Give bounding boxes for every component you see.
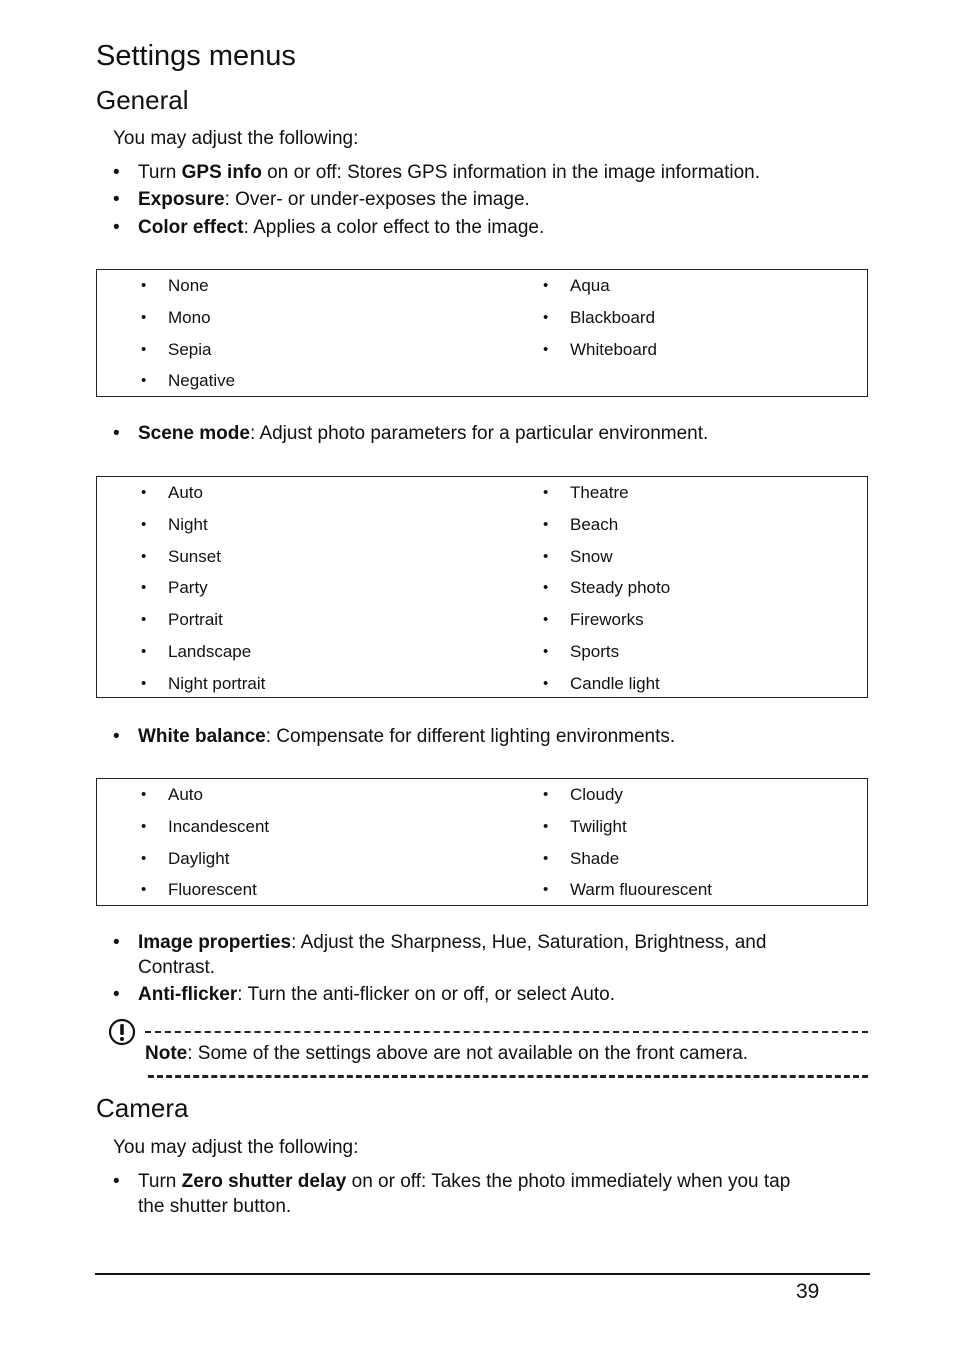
bullet-description: on or off: Stores GPS information in the image information. [261, 162, 760, 183]
bullet-term: Zero shutter delay [181, 1171, 347, 1192]
option-list-item [499, 811, 712, 843]
bullet-prefix: Turn [138, 162, 182, 183]
bullet-marker: • [113, 162, 120, 183]
bullet-marker: • [543, 881, 549, 899]
option-list-item [97, 509, 265, 541]
option-list-item [499, 270, 657, 302]
camera-intro: You may adjust the following: [113, 1137, 359, 1158]
option-list-item [97, 334, 235, 366]
option-label: Negative [168, 371, 236, 391]
general-intro: You may adjust the following: [113, 128, 359, 149]
bullet-marker: • [141, 308, 147, 326]
note-label: Note [145, 1043, 188, 1064]
color-effect-left-list [97, 270, 235, 397]
option-list-item [97, 477, 265, 509]
bullet-marker: • [141, 579, 147, 597]
bullet-marker: • [141, 674, 147, 692]
bullet-marker: • [543, 308, 549, 326]
bullet-marker: • [141, 642, 147, 660]
page-title: Settings menus [96, 40, 296, 72]
note-text [145, 1041, 748, 1067]
option-label: Incandescent [168, 816, 270, 836]
option-list-item [499, 604, 670, 636]
option-list-item [499, 477, 670, 509]
section-heading-general: General [96, 85, 189, 115]
bullet-marker: • [141, 786, 147, 803]
option-label: Shade [570, 848, 620, 868]
bullet-term: Color effect [138, 217, 244, 238]
option-label: Theatre [570, 483, 629, 502]
option-list-item [499, 541, 670, 573]
bullet-marker: • [543, 277, 549, 294]
bullet-marker: • [113, 217, 120, 238]
bullet-zero-shutter-delay [113, 1169, 813, 1219]
option-label: Blackboard [570, 307, 656, 327]
option-list-item [499, 843, 712, 875]
option-list-item [499, 509, 670, 541]
color-effect-options-box [96, 269, 868, 397]
option-label: Portrait [168, 610, 223, 630]
bullet-marker: • [141, 484, 147, 501]
bullet-white-balance [113, 724, 833, 750]
option-list-item [499, 779, 712, 811]
bullet-marker: • [141, 372, 147, 390]
bullet-marker: • [141, 611, 147, 629]
scene-mode-left-list [97, 477, 265, 700]
note-bottom-divider [148, 1075, 868, 1078]
bullet-exposure [113, 187, 833, 213]
option-label: Sports [570, 641, 620, 661]
bullet-marker: • [113, 984, 120, 1005]
page-number: 39 [796, 1280, 820, 1303]
bullet-marker: • [113, 932, 120, 953]
bullet-marker: • [113, 726, 120, 747]
option-label: Night [168, 514, 208, 534]
option-label: Warm fluourescent [570, 880, 713, 900]
option-label: Aqua [570, 276, 610, 295]
bullet-description: : Applies a color effect to the image. [243, 217, 545, 238]
bullet-gps-info [113, 160, 833, 186]
bullet-marker: • [543, 484, 549, 501]
note-top-divider [145, 1031, 868, 1033]
option-label: Snow [570, 546, 613, 566]
option-list-item [499, 572, 670, 604]
bullet-marker: • [543, 515, 549, 533]
bullet-marker: • [113, 423, 120, 444]
bullet-description: : Adjust photo parameters for a particular environment. [249, 423, 709, 444]
option-label: Twilight [570, 816, 627, 836]
note-body: : Some of the settings above are not available on the front camera. [187, 1043, 749, 1064]
option-list-item [499, 636, 670, 668]
bullet-marker: • [543, 849, 549, 867]
bullet-marker: • [113, 189, 120, 210]
option-label: Night portrait [168, 673, 266, 693]
option-label: Sepia [168, 339, 212, 359]
bullet-term: Scene mode [138, 423, 250, 444]
option-list-item [97, 779, 269, 811]
option-label: Beach [570, 514, 619, 534]
option-label: Daylight [168, 848, 230, 868]
option-label: Auto [168, 483, 203, 502]
bullet-term: Anti-flicker [138, 984, 238, 1005]
bullet-marker: • [543, 786, 549, 803]
option-list-item [499, 668, 670, 700]
option-list-item [97, 270, 235, 302]
bullet-marker: • [141, 817, 147, 835]
bullet-marker: • [141, 547, 147, 565]
white-balance-options-box [96, 778, 868, 906]
bullet-description: on or off: Takes the photo immediately when you tap the shutter button. [138, 1171, 791, 1217]
option-list-item [97, 843, 269, 875]
option-list-item [97, 572, 265, 604]
bullet-marker: • [141, 340, 147, 358]
bullet-term: GPS info [181, 162, 262, 183]
bullet-marker: • [141, 881, 147, 899]
bullet-image-properties [113, 930, 813, 980]
white-balance-left-list [97, 779, 269, 906]
option-label: Cloudy [570, 785, 623, 804]
option-label: Auto [168, 785, 203, 804]
bullet-marker: • [543, 579, 549, 597]
bullet-color-effect [113, 215, 833, 241]
section-heading-camera: Camera [96, 1093, 189, 1123]
bullet-anti-flicker [113, 982, 833, 1008]
option-label: Candle light [570, 673, 660, 693]
option-label: Whiteboard [570, 339, 657, 359]
option-label: Fluorescent [168, 880, 257, 900]
option-label: Steady photo [570, 578, 671, 598]
footer-divider [95, 1273, 870, 1275]
exclamation-icon [108, 1018, 136, 1046]
option-label: Landscape [168, 641, 252, 661]
bullet-marker: • [543, 611, 549, 629]
option-list-item [97, 636, 265, 668]
scene-mode-right-list [499, 477, 670, 700]
bullet-marker: • [141, 849, 147, 867]
bullet-marker: • [543, 674, 549, 692]
option-list-item [97, 302, 235, 334]
option-list-item [97, 604, 265, 636]
option-label: Mono [168, 307, 211, 327]
option-label: Sunset [168, 546, 221, 566]
option-list-item [97, 541, 265, 573]
option-list-item [97, 811, 269, 843]
option-list-item [499, 874, 712, 906]
option-list-item [97, 365, 235, 397]
option-list-item [499, 302, 657, 334]
option-list-item [499, 334, 657, 366]
bullet-description: : Over- or under-exposes the image. [224, 189, 530, 210]
bullet-marker: • [113, 1171, 120, 1192]
bullet-marker: • [543, 817, 549, 835]
bullet-description: : Adjust the Sharpness, Hue, Saturation, Brightness, and Contrast. [138, 932, 767, 978]
bullet-marker: • [543, 340, 549, 358]
bullet-term: White balance [138, 726, 266, 747]
option-list-item [97, 874, 269, 906]
bullet-marker: • [543, 547, 549, 565]
scene-mode-options-box [96, 476, 868, 698]
option-label: None [168, 276, 209, 295]
color-effect-right-list [499, 270, 657, 365]
bullet-term: Image properties [138, 932, 292, 953]
bullet-prefix: Turn [138, 1171, 182, 1192]
option-list-item [97, 668, 265, 700]
bullet-description: : Compensate for different lighting environments. [265, 726, 676, 747]
bullet-term: Exposure [138, 189, 225, 210]
white-balance-right-list [499, 779, 712, 906]
bullet-description: : Turn the anti-flicker on or off, or select Auto. [237, 984, 615, 1005]
bullet-marker: • [141, 277, 147, 294]
bullet-marker: • [141, 515, 147, 533]
bullet-scene-mode [113, 421, 833, 447]
option-label: Party [168, 578, 208, 598]
bullet-marker: • [543, 642, 549, 660]
option-label: Fireworks [570, 610, 644, 630]
